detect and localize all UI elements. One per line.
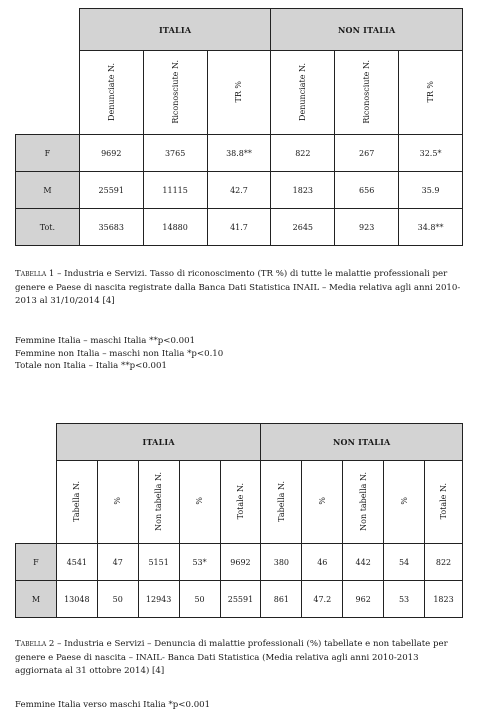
table-row [16,209,463,246]
col-header: Tabella N. [261,461,302,544]
table-cell: 35683 [79,209,143,246]
table-cell: 35.9 [399,172,463,209]
table-cell: 11115 [143,172,207,209]
table-cell: 962 [343,581,384,618]
table-cell: 25591 [220,581,261,618]
table-cell: 1823 [425,581,463,618]
table-row [16,135,463,172]
table-row [16,581,463,618]
table-cell: 822 [271,135,335,172]
table-cell: 47 [97,544,138,581]
col-header: % [97,461,138,544]
corner-blank [16,51,80,135]
table-2-notes [15,699,467,712]
col-header: % [179,461,220,544]
table-2-caption [15,638,467,679]
table-1-caption [15,268,467,309]
table-cell: 25591 [79,172,143,209]
col-header: Totale N. [425,461,463,544]
col-header: Non tabella N. [343,461,384,544]
col-header: Non tabella N. [138,461,179,544]
table-cell: 54 [384,544,425,581]
caption-label: Tabella 1 [15,269,55,279]
row-label: F [16,544,57,581]
group-header-italia: ITALIA [56,424,261,461]
group-header-italia: ITALIA [79,9,271,51]
table-cell: 53* [179,544,220,581]
row-label: M [16,581,57,618]
corner-blank [16,9,80,51]
table-cell: 656 [335,172,399,209]
row-label: Tot. [16,209,80,246]
table-cell: 41.7 [207,209,271,246]
table-cell: 861 [261,581,302,618]
table-cell: 14880 [143,209,207,246]
table-1 [15,8,463,246]
table-cell: 34.8** [399,209,463,246]
table-1-notes [15,335,467,373]
corner-blank [16,461,57,544]
group-header-non-italia: NON ITALIA [261,424,463,461]
table-cell: 4541 [56,544,97,581]
table-cell: 380 [261,544,302,581]
caption-label: Tabella 2 [15,639,55,649]
table-cell: 12943 [138,581,179,618]
note-line: Femmine Italia – maschi Italia **p<0.001 [15,336,196,346]
col-header: TR % [399,51,463,135]
table-row [16,544,463,581]
caption-text: – Industria e Servizi. Tasso di riconoscimento (TR %) di tutte le malattie professionali per genere e Paese di nascita registrate dalla Banca Dati Statistica INAIL – Media relativa agli anni 2010-2013 al 31/10/2014 [4] [15,269,461,307]
col-header: Riconosciute N. [143,51,207,135]
table-cell: 47.2 [302,581,343,618]
table-cell: 46 [302,544,343,581]
row-label: F [16,135,80,172]
col-header: % [384,461,425,544]
table-cell: 442 [343,544,384,581]
col-header: % [302,461,343,544]
note-line: Femmine non Italia – maschi non Italia *p<0.10 [15,348,224,359]
caption-text: – Industria e Servizi – Denuncia di malattie professionali (%) tabellate e non tabellate per genere e Paese di nascita – INAIL- Banca Dati Statistica (Media relativa agli anni 2010-2013 aggiornata al 31 ottobre 2014) [4] [15,639,448,677]
row-label: M [16,172,80,209]
table-cell: 42.7 [207,172,271,209]
group-header-non-italia: NON ITALIA [271,9,463,51]
col-header: Tabella N. [56,461,97,544]
table-cell: 822 [425,544,463,581]
table-cell: 32.5* [399,135,463,172]
note-line: Totale non Italia – Italia **p<0.001 [15,361,167,371]
table-cell: 38.8** [207,135,271,172]
table-cell: 3765 [143,135,207,172]
table-cell: 9692 [220,544,261,581]
table-cell: 50 [179,581,220,618]
col-header: Totale N. [220,461,261,544]
table-cell: 267 [335,135,399,172]
table-cell: 9692 [79,135,143,172]
col-header: Denunciate N. [79,51,143,135]
table-2 [15,423,463,618]
col-header: Denunciate N. [271,51,335,135]
table-row [16,172,463,209]
table-cell: 53 [384,581,425,618]
corner-blank [16,424,57,461]
col-header: TR % [207,51,271,135]
table-cell: 2645 [271,209,335,246]
col-header: Riconosciute N. [335,51,399,135]
table-cell: 923 [335,209,399,246]
table-cell: 13048 [56,581,97,618]
table-cell: 50 [97,581,138,618]
table-cell: 1823 [271,172,335,209]
table-cell: 5151 [138,544,179,581]
note-line: Femmine Italia verso maschi Italia *p<0.001 [15,700,211,710]
